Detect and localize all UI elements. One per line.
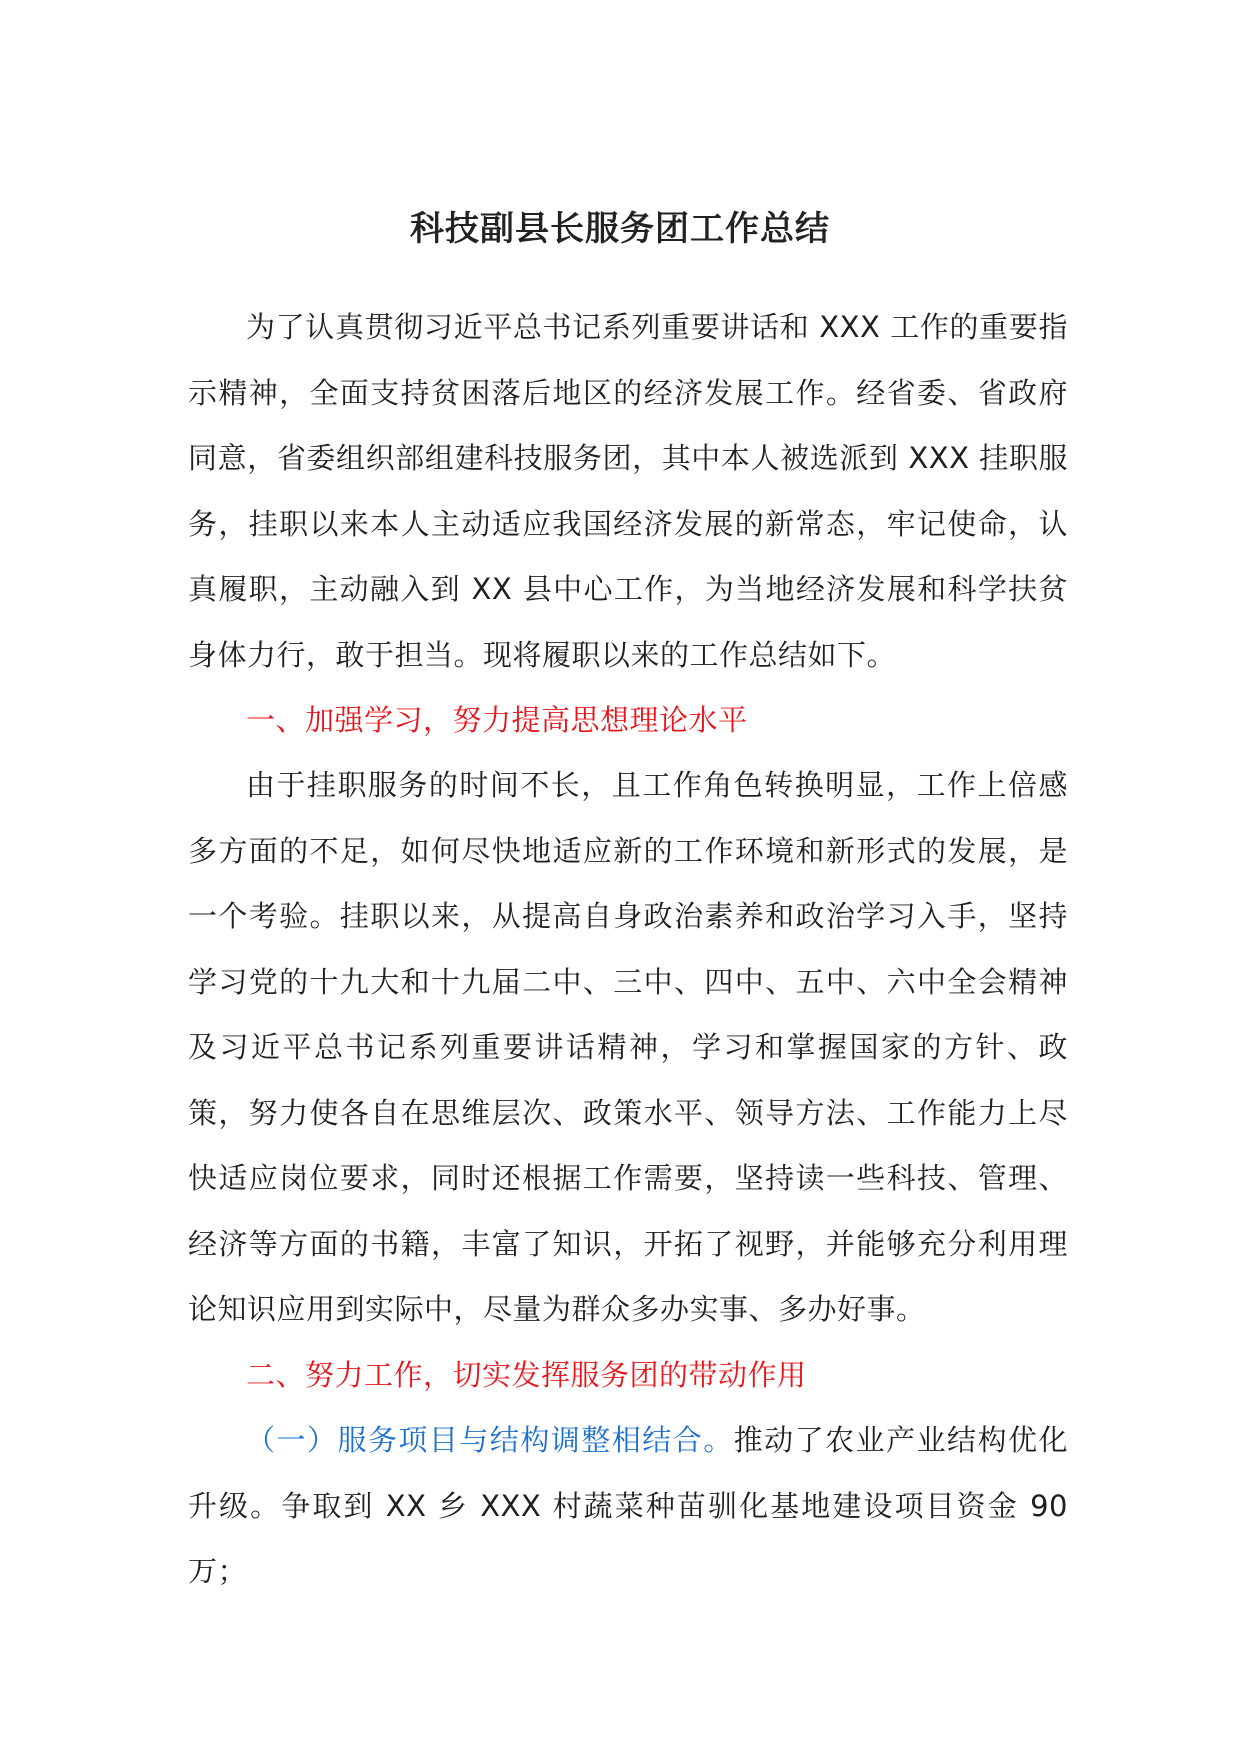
paragraph-intro (188, 295, 1068, 688)
section-heading-2-text: 二、努力工作，切实发挥服务团的带动作用 (246, 1358, 807, 1392)
paragraph-projects (188, 1408, 1068, 1605)
section-heading-1 (188, 688, 1068, 754)
section-heading-2 (188, 1343, 1068, 1409)
paragraph-study-text: 由于挂职服务的时间不长，且工作角色转换明显，工作上倍感多方面的不足，如何尽快地适应新的工作环境和新形式的发展，是一个考验。挂职以来，从提高自身政治素养和政治学习入手，坚持学习党的十九大和十九届二中、三中、四中、五中、六中全会精神及习近平总书记系列重要讲话精神，学习和掌握国家的方针、政策，努力使各自在思维层次、政策水平、领导方法、工作能力上尽快适应岗位要求，同时还根据工作需要，坚持读一些科技、管理、经济等方面的书籍，丰富了知识，开拓了视野，并能够充分利用理论知识应用到实际中，尽量为群众多办实事、多办好事。 (188, 768, 1068, 1326)
paragraph-intro-text: 为了认真贯彻习近平总书记系列重要讲话和 XXX 工作的重要指示精神，全面支持贫困落后地区的经济发展工作。经省委、省政府同意，省委组织部组建科技服务团，其中本人被选派到 XXX 挂职服务，挂职以来本人主动适应我国经济发展的新常态，牢记使命，认真履职，主动融入到 XX 县中心工作，为当地经济发展和科学扶贫身体力行，敢于担当。现将履职以来的工作总结如下。 (188, 310, 1068, 672)
paragraph-projects-text: 推动了农业产业结构优化升级。争取到 XX 乡 XXX 村蔬菜种苗驯化基地建设项目资金 90 万； (188, 1423, 1068, 1588)
section-heading-1-text: 一、加强学习，努力提高思想理论水平 (246, 703, 748, 737)
paragraph-study (188, 753, 1068, 1343)
paragraph-projects-line (188, 1408, 1068, 1605)
document-title: 科技副县长服务团工作总结 (410, 209, 830, 249)
subheading-1: （一）服务项目与结构调整相结合。 (246, 1423, 734, 1457)
